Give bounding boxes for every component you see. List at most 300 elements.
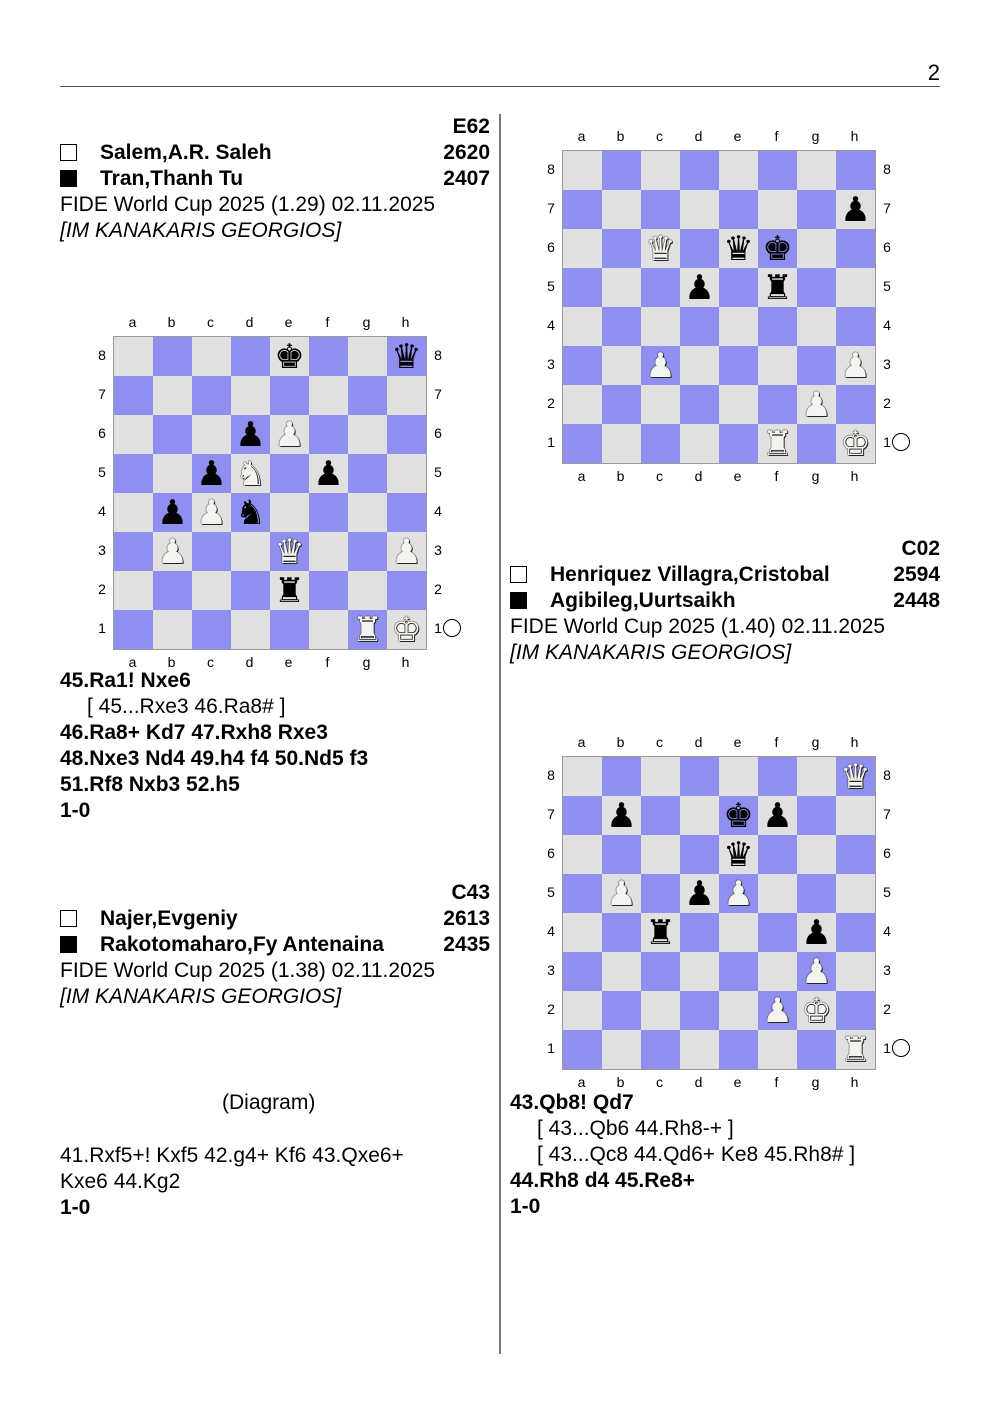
square-e3 [719,952,758,991]
square-c7 [192,376,231,415]
square-b1 [153,610,192,649]
square-e8 [719,151,758,190]
square-h3 [836,952,875,991]
square-b3 [153,532,192,571]
annotator: [IM KANAKARIS GEORGIOS] [510,641,792,664]
square-g5 [797,268,836,307]
file-label: b [616,734,625,750]
move-line: Kxe6 44.Kg2 [60,1170,181,1193]
square-h7 [836,190,875,229]
black-knight-icon: ♞ [235,492,266,533]
black-queen-icon: ♛ [723,834,754,875]
file-label: e [733,734,742,750]
black-pawn-icon: ♟ [157,492,188,533]
game-result: 1-0 [60,799,91,822]
square-h1 [387,610,426,649]
square-f6 [758,229,797,268]
square-e8 [270,337,309,376]
game-result: 1-0 [60,1196,91,1219]
rank-label: 5 [434,464,442,480]
file-label: c [207,314,214,330]
file-label: h [850,128,859,144]
file-label: e [733,1074,742,1090]
rank-label: 3 [547,356,555,372]
square-f1 [758,424,797,463]
square-a4 [114,493,153,532]
square-f7 [758,190,797,229]
white-player [60,140,490,166]
square-h4 [387,493,426,532]
game-result: 1-0 [510,1195,541,1218]
square-a8 [563,757,602,796]
square-d4 [680,913,719,952]
file-label: a [577,468,586,484]
square-c5 [641,268,680,307]
square-c8 [641,151,680,190]
square-a1 [563,424,602,463]
rank-label: 6 [547,239,555,255]
file-label: b [616,468,625,484]
square-a4 [563,913,602,952]
square-a5 [114,454,153,493]
white-rook-icon: ♜ [840,1029,871,1070]
rank-label: 7 [883,200,891,216]
square-a8 [563,151,602,190]
variation-line: [ 43...Qc8 44.Qd6+ Ke8 45.Rh8# ] [537,1143,856,1166]
file-label: g [362,654,371,670]
square-a2 [563,991,602,1030]
square-b8 [153,337,192,376]
square-c6 [641,229,680,268]
square-f7 [758,796,797,835]
square-c6 [192,415,231,454]
game-3-moves [510,1090,855,1220]
eco-code: C43 [451,881,490,904]
square-d4 [231,493,270,532]
square-b4 [602,307,641,346]
square-b7 [602,190,641,229]
square-a6 [563,229,602,268]
event-info: FIDE World Cup 2025 (1.29) 02.11.2025 [60,193,436,216]
square-d7 [680,190,719,229]
square-c1 [641,424,680,463]
black-pawn-icon: ♟ [840,189,871,230]
side-to-move-icon [892,433,910,451]
square-h2 [836,991,875,1030]
black-king-icon: ♚ [762,228,793,269]
square-h7 [836,796,875,835]
white-player-name: Najer,Evgeniy [100,907,238,930]
file-label: a [128,314,137,330]
rank-label: 6 [883,845,891,861]
square-d6 [231,415,270,454]
square-h5 [387,454,426,493]
square-h4 [836,913,875,952]
black-pawn-icon: ♟ [762,795,793,836]
file-label: b [167,654,176,670]
white-rook-icon: ♜ [352,609,383,650]
variation-line: [ 43...Qb6 44.Rh8-+ ] [537,1117,734,1140]
rank-label: 4 [547,317,555,333]
square-h1 [836,1030,875,1069]
square-h7 [387,376,426,415]
square-e6 [719,229,758,268]
file-label: h [401,654,410,670]
square-b5 [602,874,641,913]
page-number: 2 [927,60,940,85]
square-a5 [563,268,602,307]
square-g2 [348,571,387,610]
square-b4 [153,493,192,532]
square-b7 [602,796,641,835]
annotator: [IM KANAKARIS GEORGIOS] [60,219,342,242]
square-c1 [192,610,231,649]
square-f4 [758,913,797,952]
rank-label: 2 [434,581,442,597]
column-divider [499,114,501,1354]
square-e2 [719,991,758,1030]
file-label: e [733,128,742,144]
square-b5 [153,454,192,493]
square-c3 [641,346,680,385]
white-player-elo: 2594 [893,563,940,586]
move-line: 48.Nxe3 Nd4 49.h4 f4 50.Nd5 f3 [60,747,369,770]
square-f5 [758,268,797,307]
black-queen-icon: ♛ [391,336,422,377]
black-square-icon [60,170,77,187]
square-c5 [641,874,680,913]
game-3-header [510,536,940,666]
square-d2 [680,385,719,424]
white-queen-icon: ♛ [274,531,305,572]
file-label: g [811,128,820,144]
file-label: b [616,128,625,144]
square-f4 [758,307,797,346]
square-f2 [758,991,797,1030]
square-d1 [680,1030,719,1069]
file-label: a [577,128,586,144]
file-label: h [850,468,859,484]
rank-label: 1 [883,434,891,450]
square-c2 [641,385,680,424]
file-label: f [774,1074,779,1090]
side-to-move-icon [892,1039,910,1057]
chess-board-3 [544,734,924,1094]
square-g1 [348,610,387,649]
square-f6 [758,835,797,874]
square-c3 [192,532,231,571]
square-a7 [563,796,602,835]
move-line: 44.Rh8 d4 45.Re8+ [510,1169,696,1192]
square-e3 [719,346,758,385]
rank-label: 7 [434,386,442,402]
file-label: h [850,734,859,750]
square-g2 [797,385,836,424]
square-d2 [680,991,719,1030]
square-e3 [270,532,309,571]
square-d3 [680,952,719,991]
file-label: g [811,1074,820,1090]
black-square-icon [510,592,527,609]
square-c4 [641,307,680,346]
annotator: [IM KANAKARIS GEORGIOS] [60,985,342,1008]
square-d6 [680,229,719,268]
square-a7 [114,376,153,415]
rank-label: 2 [98,581,106,597]
white-knight-icon: ♞ [235,453,266,494]
square-g4 [348,493,387,532]
square-e6 [719,835,758,874]
file-label: h [401,314,410,330]
square-a4 [563,307,602,346]
white-pawn-icon: ♟ [274,414,305,455]
square-b8 [602,757,641,796]
eco-code: E62 [452,115,490,138]
square-f1 [758,1030,797,1069]
file-label: d [694,128,703,144]
square-d1 [680,424,719,463]
event-info: FIDE World Cup 2025 (1.40) 02.11.2025 [510,615,886,638]
rank-label: 8 [547,161,555,177]
square-e4 [719,913,758,952]
black-pawn-icon: ♟ [235,414,266,455]
square-a2 [563,385,602,424]
square-b1 [602,1030,641,1069]
white-pawn-icon: ♟ [606,873,637,914]
rank-label: 3 [434,542,442,558]
square-f5 [758,874,797,913]
square-g2 [797,991,836,1030]
square-f3 [758,346,797,385]
square-g7 [797,796,836,835]
file-label: c [656,128,663,144]
square-h6 [387,415,426,454]
black-king-icon: ♚ [274,336,305,377]
square-f8 [309,337,348,376]
white-player-name: Henriquez Villagra,Cristobal [550,563,830,586]
square-b6 [602,229,641,268]
rank-label: 6 [547,845,555,861]
square-a6 [114,415,153,454]
rank-label: 8 [434,347,442,363]
square-g4 [797,913,836,952]
square-b4 [602,913,641,952]
game-2-moves [60,1143,404,1221]
square-e5 [270,454,309,493]
square-c2 [192,571,231,610]
white-pawn-icon: ♟ [840,345,871,386]
square-a3 [563,952,602,991]
square-e1 [719,1030,758,1069]
event-info: FIDE World Cup 2025 (1.38) 02.11.2025 [60,959,436,982]
square-f3 [309,532,348,571]
square-d2 [231,571,270,610]
rank-label: 7 [98,386,106,402]
square-d8 [680,757,719,796]
white-pawn-icon: ♟ [723,873,754,914]
black-player [510,588,940,614]
square-d8 [680,151,719,190]
square-b8 [602,151,641,190]
square-c1 [641,1030,680,1069]
white-queen-icon: ♛ [840,756,871,797]
square-f4 [309,493,348,532]
square-h6 [836,835,875,874]
square-f3 [758,952,797,991]
white-pawn-icon: ♟ [801,951,832,992]
square-d7 [231,376,270,415]
chess-board-2 [544,128,924,488]
square-e4 [719,307,758,346]
square-c4 [192,493,231,532]
square-c5 [192,454,231,493]
square-a1 [114,610,153,649]
white-king-icon: ♚ [801,990,832,1031]
rank-label: 4 [98,503,106,519]
square-e6 [270,415,309,454]
rank-label: 5 [547,278,555,294]
square-g1 [797,424,836,463]
rank-label: 7 [883,806,891,822]
file-label: f [774,468,779,484]
rank-label: 3 [547,962,555,978]
rank-label: 8 [547,767,555,783]
white-square-icon [60,910,77,927]
black-rook-icon: ♜ [762,267,793,308]
square-e7 [270,376,309,415]
square-g1 [797,1030,836,1069]
file-label: f [774,734,779,750]
black-square-icon [60,936,77,953]
chess-board-1 [95,314,465,674]
file-label: g [811,734,820,750]
rank-label: 7 [547,806,555,822]
square-g4 [797,307,836,346]
white-pawn-icon: ♟ [762,990,793,1031]
rank-label: 3 [883,962,891,978]
square-a1 [563,1030,602,1069]
game-1-moves [60,668,368,824]
square-e2 [270,571,309,610]
square-f2 [758,385,797,424]
square-c8 [641,757,680,796]
black-pawn-icon: ♟ [313,453,344,494]
file-label: d [694,1074,703,1090]
square-c8 [192,337,231,376]
black-player-elo: 2435 [443,933,490,956]
white-player [510,562,940,588]
square-e4 [270,493,309,532]
square-e2 [719,385,758,424]
black-player-elo: 2448 [893,589,940,612]
square-b3 [602,952,641,991]
file-label: e [733,468,742,484]
square-a8 [114,337,153,376]
square-c7 [641,796,680,835]
square-b7 [153,376,192,415]
white-queen-icon: ♛ [645,228,676,269]
file-label: g [811,468,820,484]
move-line: 45.Ra1! Nxe6 [60,669,191,692]
square-h3 [836,346,875,385]
rank-label: 7 [547,200,555,216]
white-player-name: Salem,A.R. Saleh [100,141,272,164]
square-d5 [680,874,719,913]
white-pawn-icon: ♟ [801,384,832,425]
square-e1 [719,424,758,463]
black-player-name: Agibileg,Uurtsaikh [550,589,736,612]
white-king-icon: ♚ [840,423,871,464]
square-g6 [797,229,836,268]
square-g8 [348,337,387,376]
black-pawn-icon: ♟ [801,912,832,953]
square-h8 [387,337,426,376]
board-grid [562,150,876,464]
black-pawn-icon: ♟ [684,267,715,308]
square-h3 [387,532,426,571]
square-f8 [758,151,797,190]
rank-label: 6 [883,239,891,255]
file-label: e [284,654,293,670]
square-g8 [797,151,836,190]
square-f2 [309,571,348,610]
square-d5 [680,268,719,307]
square-e5 [719,874,758,913]
rank-label: 8 [883,767,891,783]
move-line: 51.Rf8 Nxb3 52.h5 [60,773,240,796]
square-h1 [836,424,875,463]
square-e1 [270,610,309,649]
black-player-elo: 2407 [443,167,490,190]
square-d3 [231,532,270,571]
file-label: f [325,314,330,330]
file-label: d [245,654,254,670]
square-f8 [758,757,797,796]
white-rook-icon: ♜ [762,423,793,464]
square-a2 [114,571,153,610]
file-label: e [284,314,293,330]
file-label: c [656,734,663,750]
square-g3 [797,346,836,385]
move-line: 43.Qb8! Qd7 [510,1091,634,1114]
square-f1 [309,610,348,649]
square-h8 [836,757,875,796]
rank-label: 4 [434,503,442,519]
square-b5 [602,268,641,307]
rank-label: 1 [434,620,442,636]
square-g3 [348,532,387,571]
rank-label: 5 [883,278,891,294]
rank-label: 4 [883,317,891,333]
square-d7 [680,796,719,835]
rank-label: 4 [883,923,891,939]
file-label: d [694,734,703,750]
square-d8 [231,337,270,376]
square-g8 [797,757,836,796]
square-e5 [719,268,758,307]
square-b2 [602,385,641,424]
white-king-icon: ♚ [391,609,422,650]
square-b3 [602,346,641,385]
rank-label: 6 [98,425,106,441]
square-a6 [563,835,602,874]
rank-label: 1 [98,620,106,636]
file-label: c [656,1074,663,1090]
square-h8 [836,151,875,190]
square-g6 [797,835,836,874]
square-f5 [309,454,348,493]
square-g6 [348,415,387,454]
